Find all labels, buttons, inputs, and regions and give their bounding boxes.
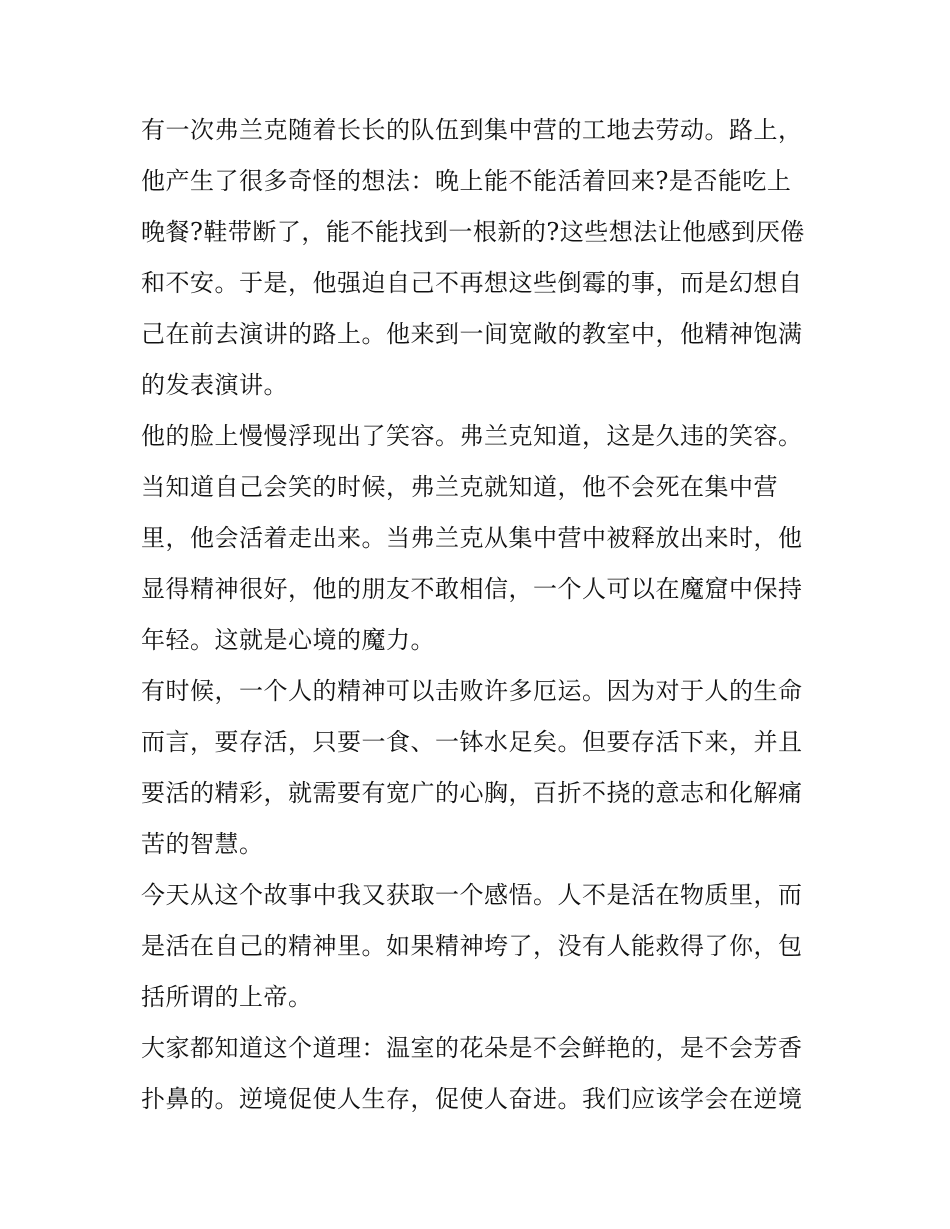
text-line: 苦的智慧。 bbox=[141, 830, 264, 858]
paragraph-2 bbox=[141, 411, 813, 666]
text-line: 要活的精彩，就需要有宽广的心胸，百折不挠的意志和化解痛 bbox=[141, 779, 803, 807]
text-line: 大家都知道这个道理：温室的花朵是不会鲜艳的，是不会芳香 bbox=[141, 1034, 803, 1062]
text-line: 他的脸上慢慢浮现出了笑容。弗兰克知道，这是久违的笑容。 bbox=[141, 422, 803, 450]
document-body bbox=[141, 105, 813, 1125]
text-line: 晚餐?鞋带断了，能不能找到一根新的?这些想法让他感到厌倦 bbox=[141, 218, 805, 246]
paragraph-5 bbox=[141, 1023, 813, 1125]
text-line: 扑鼻的。逆境促使人生存，促使人奋进。我们应该学会在逆境 bbox=[141, 1085, 803, 1113]
paragraph-1 bbox=[141, 105, 813, 411]
text-line: 和不安。于是，他强迫自己不再想这些倒霉的事，而是幻想自 bbox=[141, 269, 803, 297]
text-line: 有一次弗兰克随着长长的队伍到集中营的工地去劳动。路上， bbox=[141, 116, 803, 144]
text-line: 显得精神很好，他的朋友不敢相信，一个人可以在魔窟中保持 bbox=[141, 575, 803, 603]
text-line: 当知道自己会笑的时候，弗兰克就知道，他不会死在集中营 bbox=[141, 473, 778, 501]
text-line: 而言，要存活，只要一食、一钵水足矣。但要存活下来，并且 bbox=[141, 728, 803, 756]
text-line: 是活在自己的精神里。如果精神垮了，没有人能救得了你，包 bbox=[141, 932, 803, 960]
paragraph-3 bbox=[141, 666, 813, 870]
text-line: 他产生了很多奇怪的想法：晚上能不能活着回来?是否能吃上 bbox=[141, 167, 792, 195]
text-line: 括所谓的上帝。 bbox=[141, 983, 313, 1011]
text-line: 今天从这个故事中我又获取一个感悟。人不是活在物质里，而 bbox=[141, 881, 803, 909]
text-line: 有时候，一个人的精神可以击败许多厄运。因为对于人的生命 bbox=[141, 677, 803, 705]
paragraph-4 bbox=[141, 870, 813, 1023]
text-line: 里，他会活着走出来。当弗兰克从集中营中被释放出来时，他 bbox=[141, 524, 803, 552]
text-line: 己在前去演讲的路上。他来到一间宽敞的教室中，他精神饱满 bbox=[141, 320, 803, 348]
text-line: 年轻。这就是心境的魔力。 bbox=[141, 626, 435, 654]
text-line: 的发表演讲。 bbox=[141, 371, 288, 399]
